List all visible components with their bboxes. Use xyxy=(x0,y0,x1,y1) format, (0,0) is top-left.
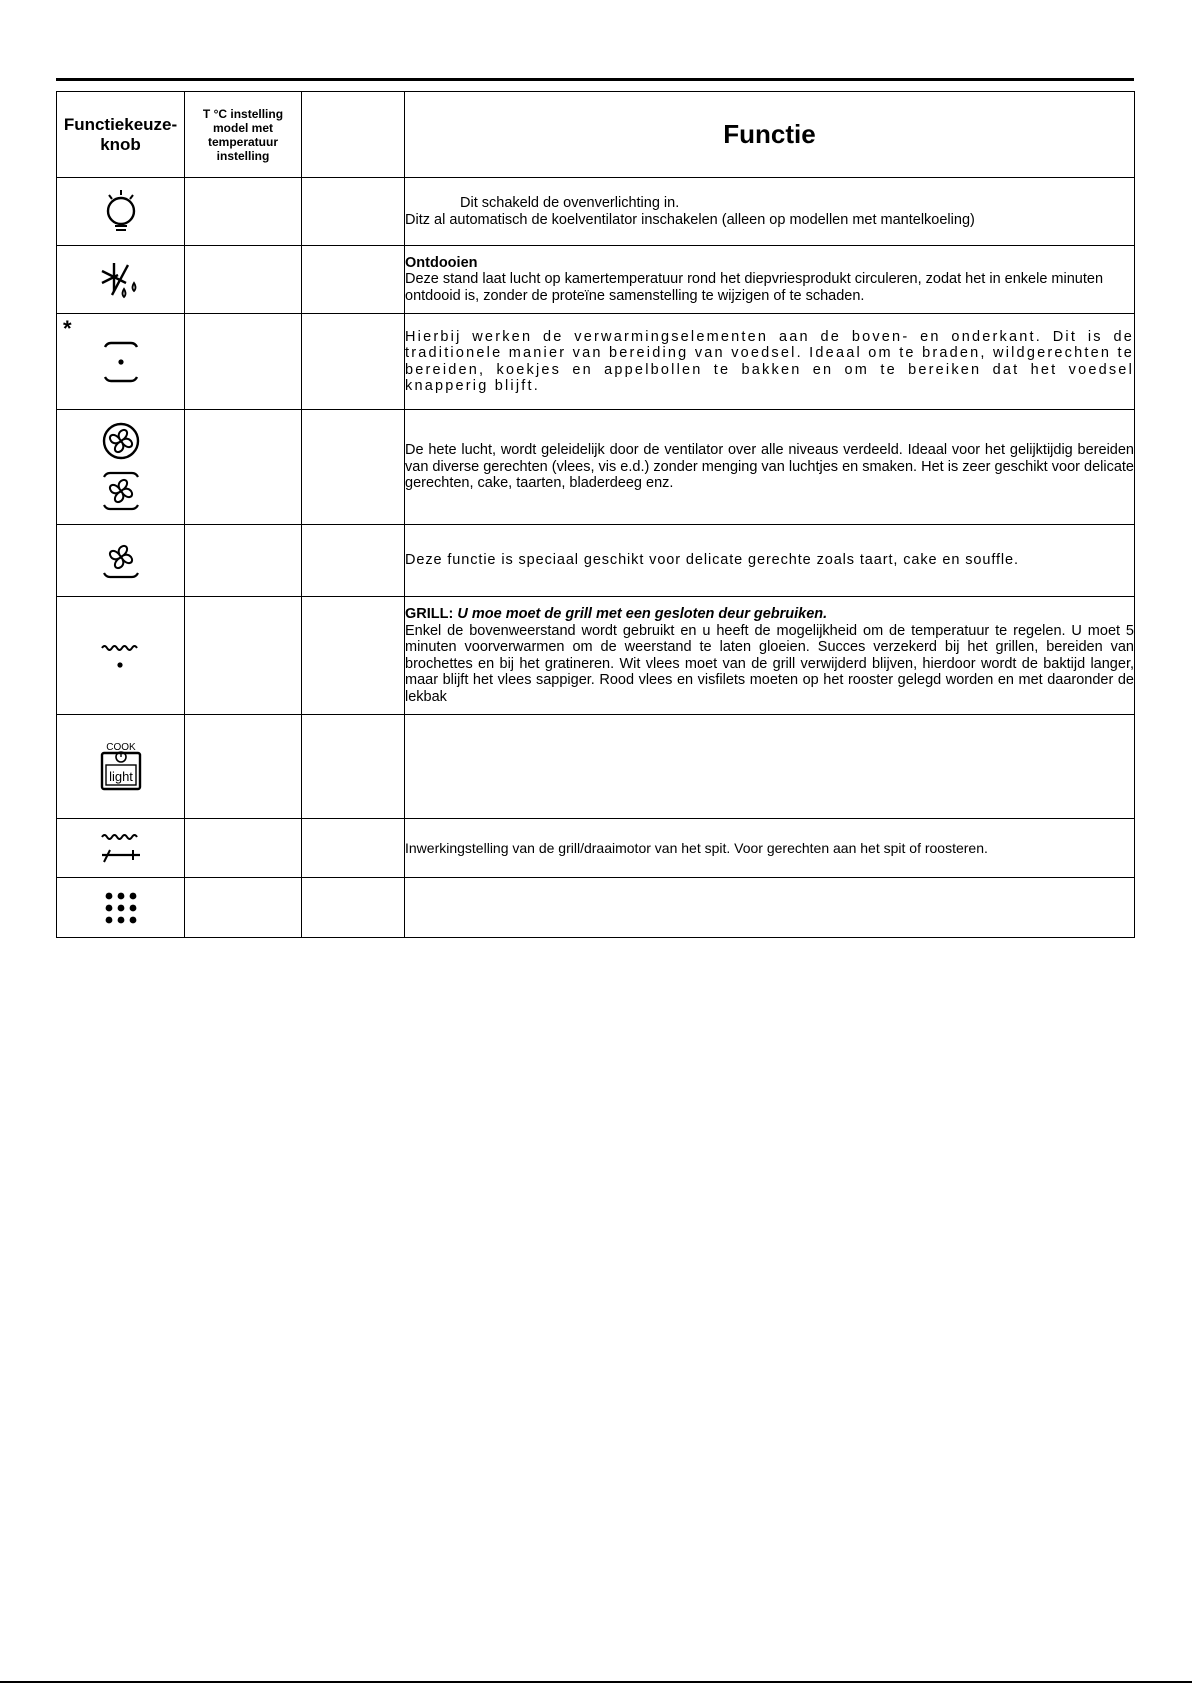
top-rule xyxy=(56,78,1134,81)
blank-cell xyxy=(302,597,405,715)
function-title-line xyxy=(405,606,1134,623)
function-text: De hete lucht, wordt geleidelijk door de ventilator over alle niveaus verdeeld. Ideaal voor het gelijktijdig bereiden van diverse gerechten (vlees, vis e.d.) zonder menging van luchtjes en smaken. Het is zeer geschikt voor delicate gerechten, cake, taarten, bladerdeeg enz. xyxy=(405,442,1134,492)
grill-icon xyxy=(98,641,144,671)
function-title: GRILL: xyxy=(405,606,454,622)
knob-cell xyxy=(57,597,185,715)
table-row xyxy=(57,878,1135,938)
knob-cell xyxy=(57,246,185,314)
fan-bottom-heat-icon xyxy=(97,537,145,585)
function-text: Enkel de bovenweerstand wordt gebruikt en u heeft de mogelijkheid om de temperatuur te regelen. U moet 5 minuten voorverwarmen om de weerstand te laten gloeien. Succes verzekerd bij het grillen, bereiden van brochettes en bij het gratineren. Wit vlees moet van de grill verwijderd blijven, hierdoor wordt de baktijd langer, maar blijft het vlees sappiger. Rood vlees en visfilets moeten op het rooster gelegd worden en met daaronder de lekbak xyxy=(405,622,1134,705)
function-cell xyxy=(405,410,1135,525)
header-row xyxy=(57,92,1135,178)
temp-cell xyxy=(185,878,302,938)
temp-cell xyxy=(185,178,302,246)
temp-cell xyxy=(185,246,302,314)
table-row xyxy=(57,410,1135,525)
blank-cell xyxy=(302,819,405,878)
table-row xyxy=(57,715,1135,819)
blank-cell xyxy=(302,410,405,525)
function-table xyxy=(56,91,1135,938)
knob-cell xyxy=(57,314,185,410)
function-cell xyxy=(405,878,1135,938)
header-blank xyxy=(302,92,405,178)
temp-cell xyxy=(185,715,302,819)
function-text: Deze functie is speciaal geschikt voor delicate gerechte zoals taart, cake en souffle. xyxy=(405,552,1019,569)
knob-cell xyxy=(57,410,185,525)
function-cell xyxy=(405,597,1135,715)
table-row xyxy=(57,597,1135,715)
table-row xyxy=(57,819,1135,878)
function-cell xyxy=(405,525,1135,597)
function-cell xyxy=(405,246,1135,314)
function-emphasis: U moe moet de grill met een gesloten deur gebruiken. xyxy=(457,606,828,622)
blank-cell xyxy=(302,715,405,819)
dots-grid-icon xyxy=(101,888,141,928)
blank-cell xyxy=(302,178,405,246)
function-cell xyxy=(405,314,1135,410)
bottom-rule xyxy=(0,1681,1192,1683)
temp-cell xyxy=(185,597,302,715)
rotisserie-icon xyxy=(98,830,144,866)
table-row xyxy=(57,314,1135,410)
function-text: Deze stand laat lucht op kamertemperatuur rond het diepvriesprodukt circuleren, zodat het in enkele minuten ontdooid is, zonder de proteïne samenstelling te wijzigen of te schaden. xyxy=(405,271,1104,304)
asterisk-marker: * xyxy=(63,316,72,341)
header-function: Functie xyxy=(405,92,1135,178)
function-title: Ontdooien xyxy=(405,254,478,271)
knob-cell xyxy=(57,178,185,246)
temp-cell xyxy=(185,314,302,410)
temp-cell xyxy=(185,819,302,878)
function-text: Ditz al automatisch de koelventilator inschakelen (alleen op modellen met mantelkoeling) xyxy=(405,211,975,228)
defrost-icon xyxy=(98,259,144,301)
knob-cell xyxy=(57,878,185,938)
table-row xyxy=(57,525,1135,597)
function-cell xyxy=(405,715,1135,819)
blank-cell xyxy=(302,525,405,597)
fan-heat-icon xyxy=(97,419,145,515)
header-temp: T °C instelling model met temperatuur instelling xyxy=(185,92,302,178)
table-row xyxy=(57,178,1135,246)
top-bottom-heat-icon xyxy=(97,339,145,385)
knob-cell xyxy=(57,525,185,597)
temp-cell xyxy=(185,410,302,525)
cook-icon-label: COOK xyxy=(105,741,136,753)
function-text: Dit schakeld de ovenverlichting in. xyxy=(460,195,680,211)
function-cell xyxy=(405,819,1135,878)
table-row xyxy=(57,246,1135,314)
knob-cell xyxy=(57,819,185,878)
header-knob: Functiekeuze-knob xyxy=(57,92,185,178)
blank-cell xyxy=(302,878,405,938)
temp-cell xyxy=(185,525,302,597)
knob-cell xyxy=(57,715,185,819)
function-text: Hierbij werken de verwarmingselementen aan de boven- en onderkant. Dit is de traditionele manier van bereiding van voedsel. Ideaal om te braden, wildgerechten te bereiden, koekjes en appelbollen te bakken en om te bereiken dat het voedsel knapperig blijft. xyxy=(405,328,1134,394)
cook-light-icon xyxy=(95,741,147,793)
function-text: Inwerkingstelling van de grill/draaimotor van het spit. Voor gerechten aan het spit of roosteren. xyxy=(405,839,988,856)
blank-cell xyxy=(302,246,405,314)
light-icon-label: light xyxy=(108,768,133,784)
oven-light-icon xyxy=(101,186,141,238)
blank-cell xyxy=(302,314,405,410)
function-cell xyxy=(405,178,1135,246)
